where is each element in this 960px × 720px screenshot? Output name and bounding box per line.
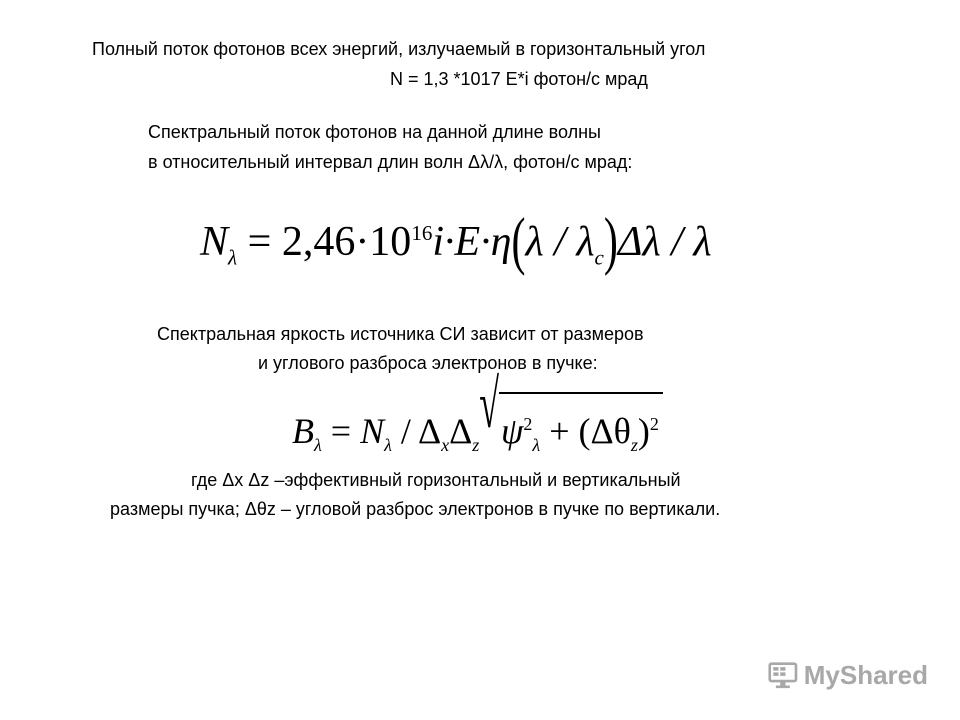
eq1-mid: i·E·η bbox=[432, 219, 512, 265]
eq2-close-sup: 2 bbox=[649, 414, 659, 434]
eq2-plus: + (Δθ bbox=[540, 411, 631, 451]
text-line-5: Спектральная яркость источника СИ зависит от размеров bbox=[157, 324, 644, 344]
eq2-n-sub: λ bbox=[384, 435, 392, 456]
eq1-lhs: N bbox=[200, 219, 229, 265]
text-line-1: Полный поток фотонов всех энергий, излучаемый в горизонтальный угол bbox=[92, 39, 706, 59]
eq1-lparen: ( bbox=[511, 206, 526, 278]
monitor-icon bbox=[768, 659, 798, 691]
eq2-dz: Δ bbox=[449, 411, 473, 451]
eq2-radical: √ bbox=[479, 366, 500, 442]
eq2-radicand bbox=[499, 392, 663, 475]
eq2-n: N bbox=[360, 411, 385, 451]
eq1-equals: = bbox=[237, 219, 282, 265]
eq2-slash: / bbox=[391, 411, 418, 451]
watermark bbox=[768, 655, 928, 695]
equation-spectral-flux bbox=[200, 198, 712, 292]
eq1-frac-sub: c bbox=[594, 245, 604, 270]
eq1-exp: 16 bbox=[411, 221, 433, 245]
watermark-text: MyShared bbox=[803, 659, 928, 690]
eq2-lhs-sub: λ bbox=[314, 435, 322, 456]
eq1-frac: λ / λ bbox=[525, 219, 595, 265]
text-line-3: Спектральный поток фотонов на данной длине волны bbox=[148, 122, 601, 142]
text-line-8: размеры пучка; Δθz – угловой разброс электронов в пучке по вертикали. bbox=[110, 499, 721, 519]
eq1-tail: Δλ / λ bbox=[617, 219, 712, 265]
eq2-dz-sub: z bbox=[472, 435, 480, 456]
eq2-psi-sup: 2 bbox=[523, 414, 533, 434]
equation-spectral-brightness bbox=[292, 366, 663, 475]
eq2-dx: Δ bbox=[417, 411, 442, 451]
eq1-rparen: ) bbox=[603, 206, 618, 278]
text-line-7: где Δx Δz –эффективный горизонтальный и вертикальный bbox=[191, 470, 681, 490]
eq1-coef: 2,46·10 bbox=[281, 219, 412, 265]
text-line-4: в относительный интервал длин волн Δλ/λ, фотон/с мрад: bbox=[148, 152, 633, 172]
eq1-lhs-sub: λ bbox=[228, 245, 238, 270]
eq2-theta-sub: z bbox=[630, 435, 638, 456]
eq2-psi-sub: λ bbox=[532, 435, 541, 456]
eq2-dx-sub: x bbox=[441, 435, 450, 456]
eq2-psi: ψ bbox=[501, 411, 524, 451]
eq2-equals: = bbox=[321, 411, 361, 451]
eq2-lhs: B bbox=[292, 411, 314, 451]
text-line-6: и углового разброса электронов в пучке: bbox=[258, 353, 598, 373]
text-line-2: N = 1,3 *1017 E*i фотон/с мрад bbox=[390, 69, 648, 89]
eq2-close: ) bbox=[637, 411, 650, 451]
eq2-sqrt bbox=[479, 366, 663, 475]
